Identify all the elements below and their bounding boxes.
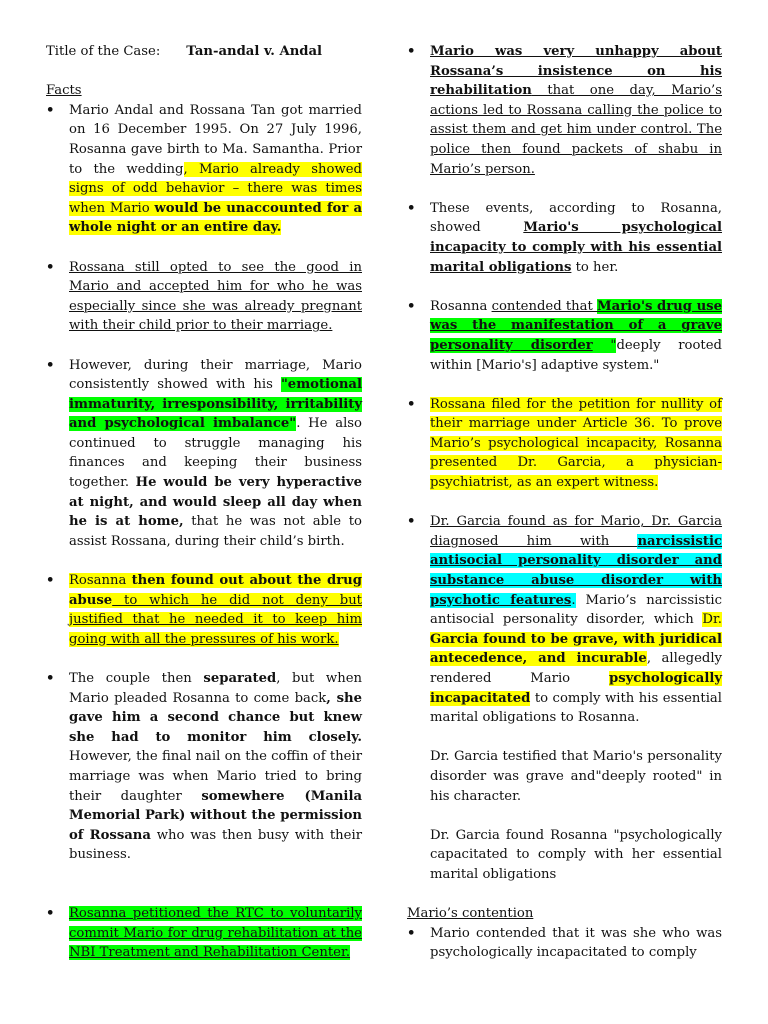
text-run: Dr. — [702, 612, 722, 628]
contention-heading: Mario’s contention — [407, 906, 534, 922]
text-run: Rosanna petitioned the RTC to voluntarily commit Mario for drug rehabilitation at the NBI Treatment and Rehabilitation Center. — [69, 906, 362, 961]
text-run: Mario's drug use was the manifestation of a grave personality disorder — [430, 298, 722, 353]
right-column — [407, 42, 722, 963]
text-run: , she gave him a second chance but knew she had to monitor him closely. — [69, 690, 362, 745]
fact-item — [46, 258, 362, 336]
text-run: . — [571, 592, 576, 608]
text-run: " — [592, 337, 617, 353]
fact-item — [46, 571, 362, 649]
text-run: deeply rooted within [Mario's] adaptive system." — [430, 337, 722, 373]
text-run: , but when Mario pleaded Rosanna to come back — [69, 671, 363, 706]
fact-item — [407, 42, 722, 179]
text-run: However, during their marriage, Mario consistently showed with his — [69, 357, 362, 393]
fact-item — [46, 356, 362, 552]
text-run: would be unaccounted for a whole night or an entire day. — [69, 200, 362, 236]
text-run: separated — [203, 671, 277, 686]
text-run: . He also continued to struggle managing his finances and keeping their business together. — [69, 416, 362, 491]
text-run: to comply with his essential marital obligations to Rosanna. — [430, 690, 722, 726]
fact-item — [407, 395, 722, 493]
text-run: These events, according to Rosanna, showed — [430, 200, 722, 236]
text-run: that he was not able to assist Rossana, during their child’s birth. — [69, 514, 362, 549]
text-run: He would be very hyperactive at night, and would sleep all day when he is at home, — [69, 475, 362, 530]
text-run: somewhere (Manila Memorial Park) without the permission of Rossana — [69, 788, 362, 843]
contention-list — [407, 924, 722, 963]
facts-list-continued — [407, 42, 722, 728]
finding-paragraph: Dr. Garcia found Rosanna "psychologically capacitated to comply with her essential marital obligations — [430, 827, 722, 882]
case-title-value: Tan-andal v. Andal — [186, 44, 323, 59]
text-run: Mario's psychological incapacity to comply with his essential marital obligations — [430, 220, 722, 275]
text-run: who was then busy with their business. — [69, 827, 363, 863]
text-run: The couple then — [69, 671, 204, 686]
facts-heading: Facts — [46, 83, 82, 99]
text-run: narcissistic antisocial personality disorder and substance abuse disorder with psychotic features — [430, 533, 722, 608]
text-run: "emotional immaturity, irresponsibility, irritability and psychological imbalance" — [69, 377, 362, 432]
text-run: Rosanna — [69, 573, 132, 589]
fact-item — [46, 904, 362, 963]
text-run: then found out about the drug abuse — [69, 573, 362, 608]
text-run: , allegedly rendered Mario — [430, 651, 722, 686]
fact-item — [407, 512, 722, 728]
text-run: to which he did not deny but justified that he needed it to keep him going with all the pressures of his work. — [69, 592, 362, 647]
text-run: psychologically incapacitated — [430, 671, 722, 706]
text-run: Rossana still opted to see the good in Mario and accepted him for who he was especially since she was already pregnant with their child prior to their marriage. — [69, 259, 362, 334]
text-run: to her. — [571, 259, 619, 275]
case-title-label: Title of the Case: — [46, 44, 161, 59]
text-run: Mario was very unhappy about Rossana’s insistence on his rehabilitation — [430, 44, 722, 99]
text-run: Dr. Garcia found as for Mario, Dr. Garcia diagnosed him with — [430, 514, 722, 549]
case-title-line — [46, 42, 362, 62]
text-run: Rossana filed for the petition for nullity of their marriage under Article 36. To prove Mario’s psychological incapacity, Rosanna presented Dr. Garcia, a physician-psychiatrist, as an expert witness. — [430, 396, 722, 491]
text-run: contended that — [491, 298, 598, 314]
text-run: However, the final nail on the coffin of their marriage was when Mario tried to bring their daughter — [69, 749, 362, 804]
fact-item — [407, 297, 722, 375]
testimony-paragraph: Dr. Garcia testified that Mario's personality disorder was grave and"deeply rooted" in his character. — [430, 749, 722, 804]
text-run: Mario’s narcissistic antisocial personality disorder, which — [430, 592, 722, 628]
text-run: , Mario already showed signs of odd behavior – there was times when Mario — [69, 161, 362, 216]
text-run: Rosanna — [430, 298, 492, 314]
fact-item — [46, 101, 362, 238]
facts-list — [46, 101, 362, 963]
contention-item: • Mario contended that it was she who was psychologically incapacitated to comply — [407, 924, 722, 963]
text-run: that one day, Mario’s actions led to Rossana calling the police to assist them and get him under control. The police then found packets of shabu in Mario’s person. — [430, 83, 722, 177]
text-run: Mario Andal and Rossana Tan got married on 16 December 1995. On 27 July 1996, Rosanna gave birth to Ma. Samantha. Prior to the wedding — [69, 102, 362, 177]
left-column — [46, 42, 362, 963]
text-run: Garcia found to be grave, with juridical antecedence, and incurable — [430, 631, 722, 667]
fact-item — [407, 199, 722, 277]
fact-item — [46, 669, 362, 865]
